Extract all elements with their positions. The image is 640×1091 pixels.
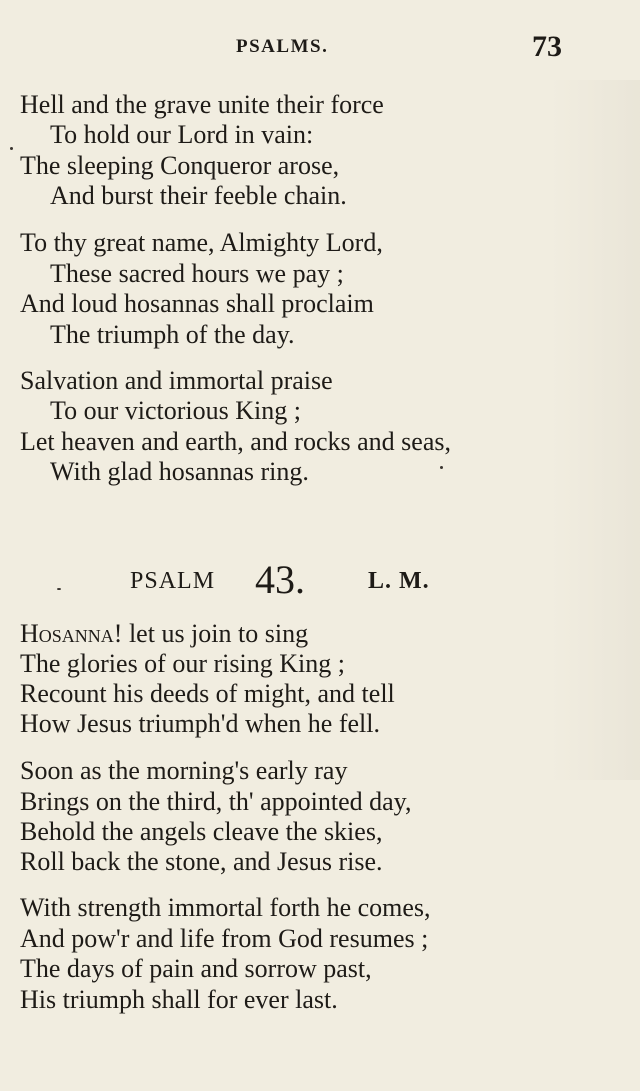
verse-line: The glories of our rising King ;	[20, 649, 345, 678]
ink-speck	[10, 147, 13, 150]
verse-line: These sacred hours we pay ;	[50, 259, 344, 288]
verse-line: To our victorious King ;	[50, 396, 301, 425]
ink-speck	[440, 466, 443, 469]
verse-line: Salvation and immortal praise	[20, 366, 333, 395]
verse-line: How Jesus triumph'd when he fell.	[20, 709, 380, 738]
verse-line: With glad hosannas ring.	[50, 457, 309, 486]
running-title: PSALMS.	[236, 36, 329, 57]
verse-line: Brings on the third, th' appointed day,	[20, 787, 412, 816]
ink-speck	[57, 588, 61, 590]
verse-line: Soon as the morning's early ray	[20, 756, 348, 785]
psalm-heading	[0, 556, 640, 606]
verse-line: Behold the angels cleave the skies,	[20, 817, 383, 846]
verse-line: To thy great name, Almighty Lord,	[20, 228, 383, 257]
verse-line: And burst their feeble chain.	[50, 181, 347, 210]
verse-line: Roll back the stone, and Jesus rise.	[20, 847, 383, 876]
psalm-label: PSALM	[130, 568, 216, 594]
verse-line: The sleeping Conqueror arose,	[20, 151, 340, 180]
verse-line: And pow'r and life from God resumes ;	[20, 924, 429, 953]
psalm-meter: L. M.	[368, 568, 430, 594]
page-header	[0, 30, 640, 66]
verse-line: The days of pain and sorrow past,	[20, 954, 372, 983]
opening-line-rest: ! let us join to sing	[113, 619, 309, 648]
verse-line: To hold our Lord in vain:	[50, 120, 314, 149]
verse-line: Let heaven and earth, and rocks and seas,	[20, 427, 451, 456]
verse-line: And loud hosannas shall proclaim	[20, 289, 374, 318]
verse-line	[20, 619, 308, 649]
verse-line: His triumph shall for ever last.	[20, 985, 338, 1014]
opening-word: Hosanna	[20, 619, 114, 648]
psalm-number: 43.	[255, 557, 305, 602]
verse-line: Hell and the grave unite their force	[20, 90, 384, 119]
page-number: 73	[532, 30, 562, 63]
verse-line: Recount his deeds of might, and tell	[20, 679, 395, 708]
facing-page-bleed	[550, 80, 640, 780]
verse-line: With strength immortal forth he comes,	[20, 893, 431, 922]
verse-line: The triumph of the day.	[50, 320, 295, 349]
